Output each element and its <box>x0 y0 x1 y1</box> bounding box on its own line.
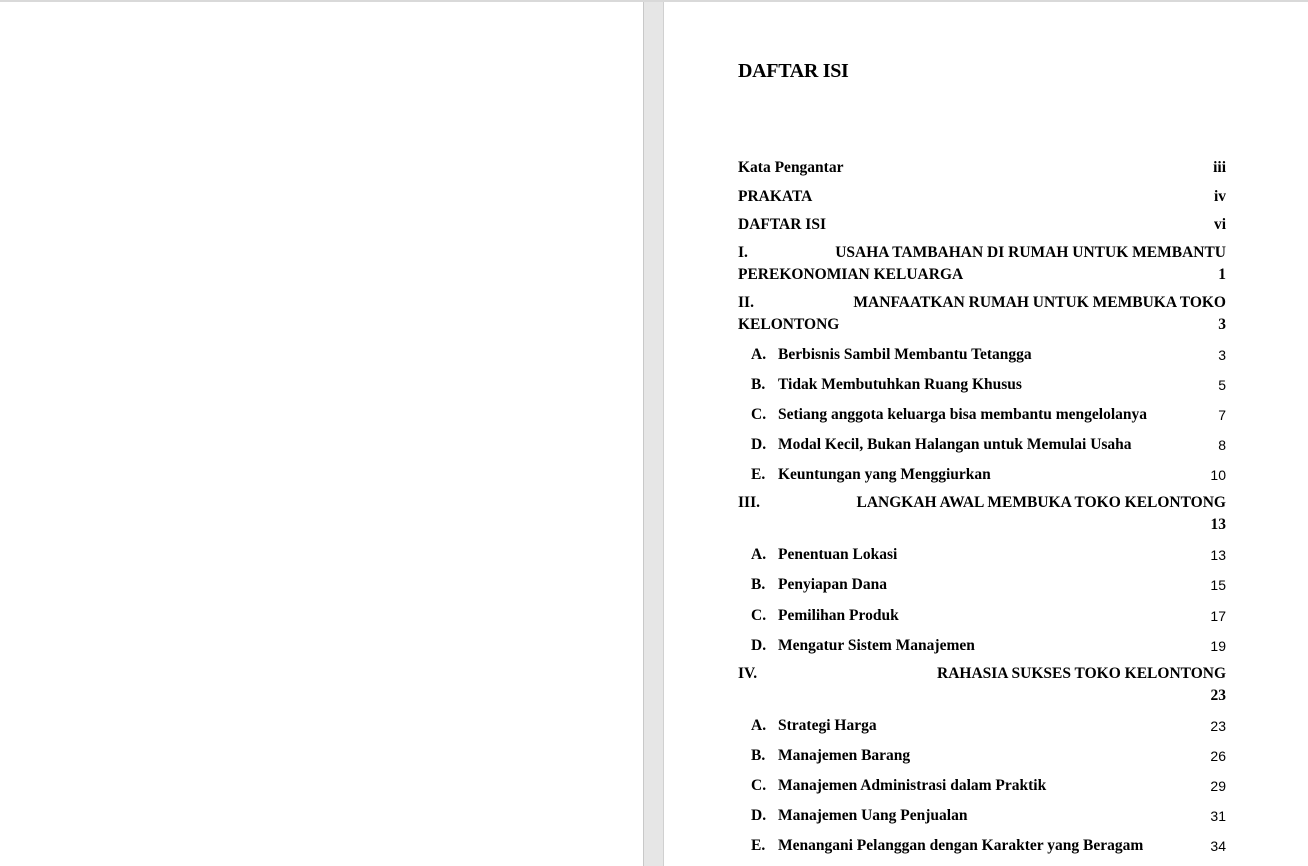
section-page: 10 <box>1210 467 1226 483</box>
chapter-number: II. <box>738 294 754 311</box>
toc-entry-page: iv <box>1213 188 1226 205</box>
toc-section-3a[interactable] <box>738 544 1226 566</box>
toc-entry-page: vi <box>1213 216 1226 233</box>
section-letter: E. <box>751 466 766 483</box>
section-letter: A. <box>751 546 767 563</box>
section-page: 5 <box>1218 377 1226 393</box>
section-label: Penyiapan Dana <box>778 576 887 593</box>
chapter-number: I. <box>738 244 748 261</box>
chapter-title-line1: LANGKAH AWAL MEMBUKA TOKO KELONTONG <box>856 494 1226 511</box>
chapter-page: 1 <box>1218 266 1226 283</box>
section-letter: C. <box>751 777 767 794</box>
toc-section-2c[interactable] <box>738 404 1226 426</box>
section-page: 7 <box>1218 407 1226 423</box>
section-page: 23 <box>1210 718 1226 734</box>
toc-entry-prakata[interactable] <box>738 186 1226 208</box>
toc-section-2a[interactable] <box>738 344 1226 366</box>
section-label: Tidak Membutuhkan Ruang Khusus <box>778 376 1022 393</box>
section-label: Mengatur Sistem Manajemen <box>778 637 975 654</box>
chapter-page: 13 <box>1210 516 1226 533</box>
section-letter: A. <box>751 717 767 734</box>
toc-entry-label: Kata Pengantar <box>738 159 844 176</box>
section-page: 29 <box>1210 778 1226 794</box>
section-letter: D. <box>751 436 767 453</box>
toc-entry-kata-pengantar[interactable] <box>738 157 1226 179</box>
toc-chapter-1[interactable] <box>738 242 1226 286</box>
section-letter: E. <box>751 837 766 854</box>
section-label: Pemilihan Produk <box>778 607 899 624</box>
section-letter: D. <box>751 637 767 654</box>
chapter-number: IV. <box>738 665 758 682</box>
toc-section-4a[interactable] <box>738 715 1226 737</box>
chapter-page: 23 <box>1210 687 1226 704</box>
toc-section-4d[interactable] <box>738 805 1226 827</box>
toc-entry-page: iii <box>1213 159 1226 176</box>
section-label: Berbisnis Sambil Membantu Tetangga <box>778 346 1032 363</box>
section-label: Setiang anggota keluarga bisa membantu mengelolanya <box>778 406 1148 423</box>
section-page: 13 <box>1210 547 1226 563</box>
section-letter: A. <box>751 346 767 363</box>
chapter-title-line1: MANFAATKAN RUMAH UNTUK MEMBUKA TOKO <box>853 294 1226 311</box>
section-letter: B. <box>751 747 766 764</box>
toc-chapter-4[interactable] <box>738 663 1226 707</box>
toc-entry-label: DAFTAR ISI <box>738 216 826 233</box>
section-label: Manajemen Uang Penjualan <box>778 807 968 824</box>
section-page: 8 <box>1218 437 1226 453</box>
section-page: 15 <box>1210 577 1226 593</box>
section-label: Strategi Harga <box>778 717 877 734</box>
section-label: Penentuan Lokasi <box>778 546 898 563</box>
section-letter: B. <box>751 576 766 593</box>
toc-section-3c[interactable] <box>738 605 1226 627</box>
chapter-title-line1: RAHASIA SUKSES TOKO KELONTONG <box>937 665 1226 682</box>
toc-section-3b[interactable] <box>738 574 1226 596</box>
chapter-number: III. <box>738 494 760 511</box>
toc-section-2d[interactable] <box>738 434 1226 456</box>
section-letter: B. <box>751 376 766 393</box>
toc-entry-label: PRAKATA <box>738 188 813 205</box>
section-page: 31 <box>1210 808 1226 824</box>
section-label: Manajemen Administrasi dalam Praktik <box>778 777 1047 794</box>
section-page: 17 <box>1210 608 1226 624</box>
toc-heading: DAFTAR ISI <box>738 60 849 82</box>
toc-entry-daftar-isi[interactable] <box>738 214 1226 236</box>
section-letter: C. <box>751 406 767 423</box>
toc-section-2b[interactable] <box>738 374 1226 396</box>
section-page: 26 <box>1210 748 1226 764</box>
section-letter: C. <box>751 607 767 624</box>
section-letter: D. <box>751 807 767 824</box>
toc-section-3d[interactable] <box>738 635 1226 657</box>
toc-chapter-3[interactable] <box>738 492 1226 536</box>
chapter-title-line1: USAHA TAMBAHAN DI RUMAH UNTUK MEMBANTU <box>835 244 1226 261</box>
section-label: Menangani Pelanggan dengan Karakter yang Beragam <box>778 837 1144 854</box>
section-page: 19 <box>1210 638 1226 654</box>
section-label: Modal Kecil, Bukan Halangan untuk Memulai Usaha <box>778 436 1132 453</box>
section-page: 3 <box>1218 347 1226 363</box>
toc-chapter-2[interactable] <box>738 292 1226 336</box>
left-page[interactable] <box>0 2 644 866</box>
toc-section-4e[interactable] <box>738 835 1226 857</box>
chapter-page: 3 <box>1218 316 1226 333</box>
page-gutter <box>644 2 664 866</box>
section-label: Keuntungan yang Menggiurkan <box>778 466 991 483</box>
section-label: Manajemen Barang <box>778 747 911 764</box>
toc-section-4c[interactable] <box>738 775 1226 797</box>
section-page: 34 <box>1210 838 1226 854</box>
toc-section-2e[interactable] <box>738 464 1226 486</box>
toc-section-4b[interactable] <box>738 745 1226 767</box>
chapter-title-line2: PEREKONOMIAN KELUARGA <box>738 266 964 283</box>
chapter-title-line2: KELONTONG <box>738 316 840 333</box>
